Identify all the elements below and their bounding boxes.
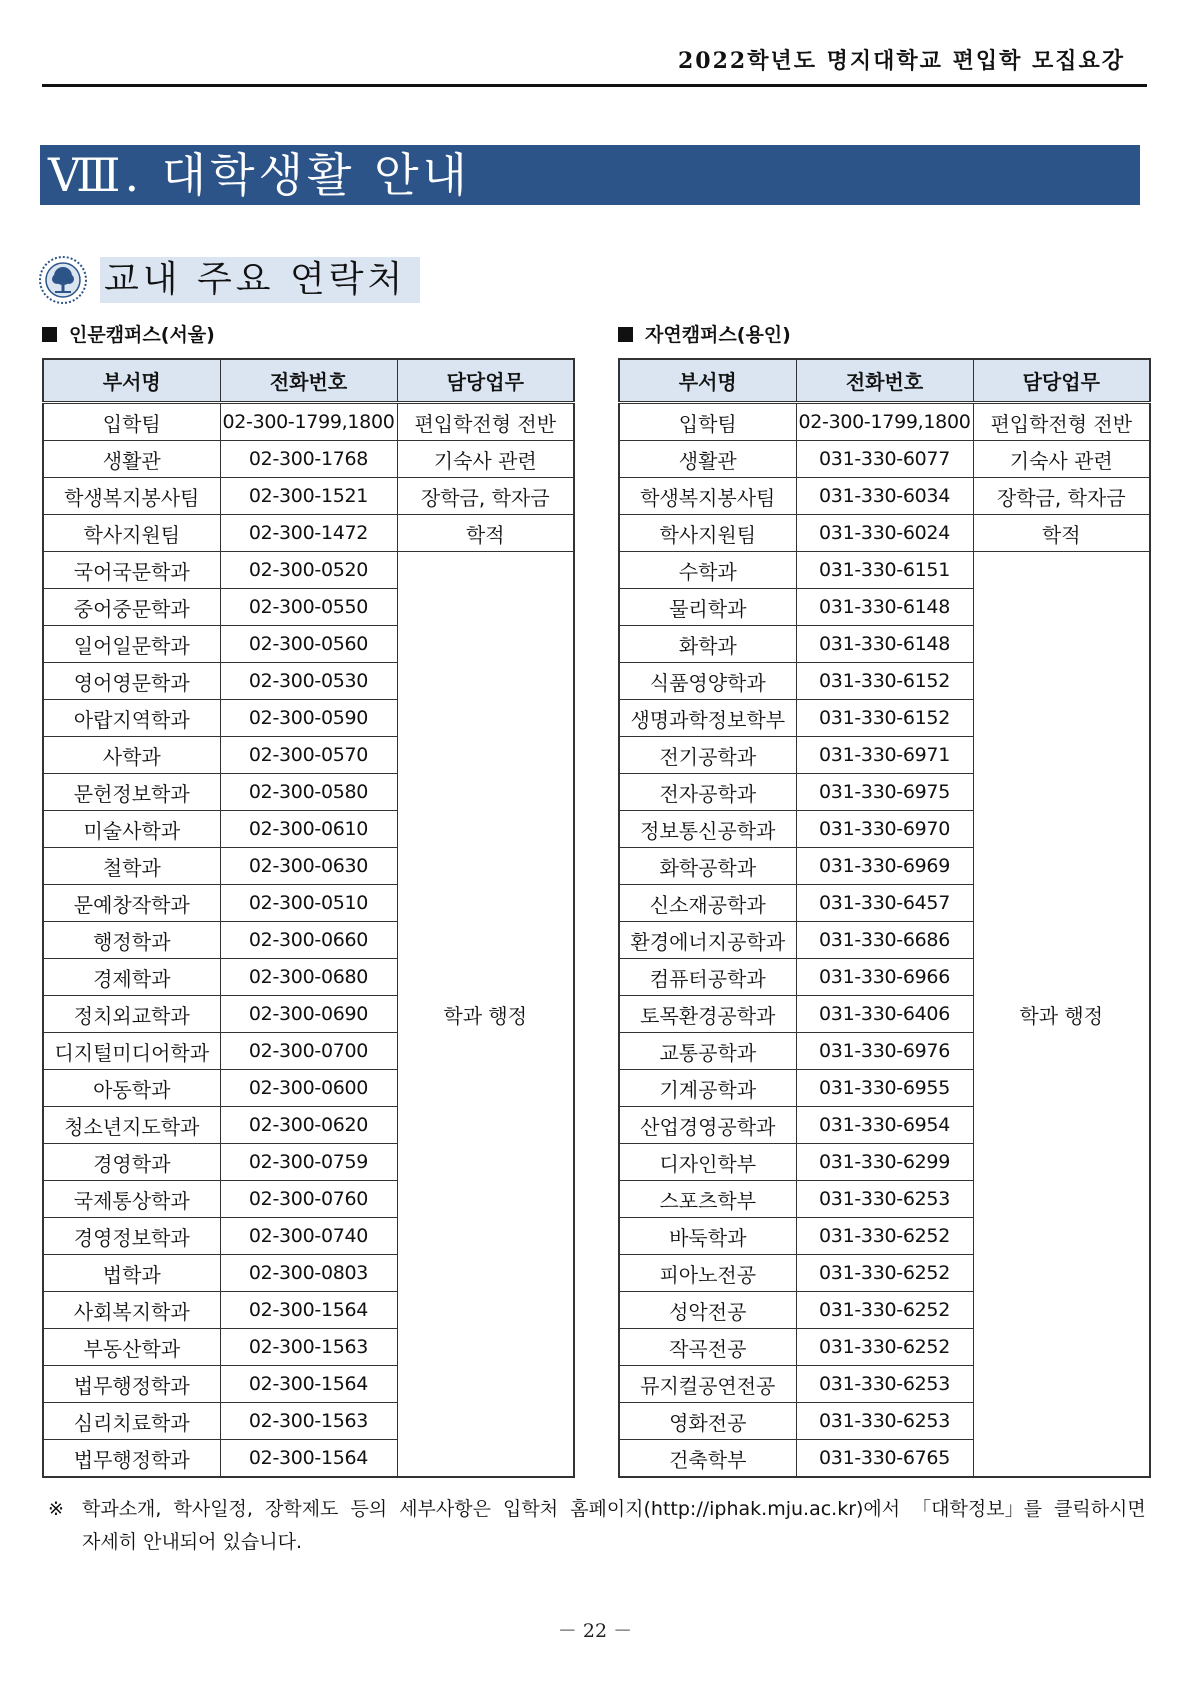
merged-duty-cell: 학과 행정 xyxy=(973,552,1150,1478)
university-emblem-icon xyxy=(38,255,88,305)
department-cell: 사회복지학과 xyxy=(43,1292,220,1329)
section-title: 교내 주요 연락처 xyxy=(100,257,420,303)
department-cell: 화학공학과 xyxy=(619,848,796,885)
yongin-contacts-table xyxy=(618,358,1151,1478)
column-header-duty: 담당업무 xyxy=(973,359,1150,403)
page-number: － 22 － xyxy=(557,1620,633,1642)
department-cell: 법무행정학과 xyxy=(43,1366,220,1403)
department-cell: 생명과학정보학부 xyxy=(619,700,796,737)
phone-cell: 031-330-6406 xyxy=(796,996,973,1033)
department-cell: 법무행정학과 xyxy=(43,1440,220,1478)
column-header-phone: 전화번호 xyxy=(796,359,973,403)
phone-cell: 031-330-6252 xyxy=(796,1292,973,1329)
department-cell: 건축학부 xyxy=(619,1440,796,1478)
phone-cell: 02-300-0580 xyxy=(220,774,397,811)
phone-cell: 02-300-0520 xyxy=(220,552,397,589)
phone-cell: 02-300-0570 xyxy=(220,737,397,774)
phone-cell: 031-330-6299 xyxy=(796,1144,973,1181)
phone-cell: 031-330-6457 xyxy=(796,885,973,922)
phone-cell: 031-330-6152 xyxy=(796,700,973,737)
department-cell: 중어중문학과 xyxy=(43,589,220,626)
department-cell: 디지털미디어학과 xyxy=(43,1033,220,1070)
table-row xyxy=(619,441,1150,478)
phone-cell: 031-330-6024 xyxy=(796,515,973,552)
phone-cell: 031-330-6976 xyxy=(796,1033,973,1070)
duty-cell: 장학금, 학자금 xyxy=(397,478,574,515)
department-cell: 성악전공 xyxy=(619,1292,796,1329)
column-header-phone: 전화번호 xyxy=(220,359,397,403)
department-cell: 스포츠학부 xyxy=(619,1181,796,1218)
duty-cell: 편입학전형 전반 xyxy=(397,403,574,441)
department-cell: 문예창작학과 xyxy=(43,885,220,922)
phone-cell: 02-300-0620 xyxy=(220,1107,397,1144)
department-cell: 문헌정보학과 xyxy=(43,774,220,811)
table-row xyxy=(43,552,574,589)
table-row xyxy=(43,478,574,515)
square-bullet-icon xyxy=(618,327,633,342)
department-cell: 생활관 xyxy=(43,441,220,478)
phone-cell: 031-330-6971 xyxy=(796,737,973,774)
column-header-duty: 담당업무 xyxy=(397,359,574,403)
phone-cell: 02-300-0690 xyxy=(220,996,397,1033)
phone-cell: 02-300-0740 xyxy=(220,1218,397,1255)
department-cell: 학사지원팀 xyxy=(43,515,220,552)
phone-cell: 031-330-6253 xyxy=(796,1366,973,1403)
department-cell: 경제학과 xyxy=(43,959,220,996)
department-cell: 청소년지도학과 xyxy=(43,1107,220,1144)
chapter-title-bar xyxy=(40,145,1140,205)
phone-cell: 031-330-6969 xyxy=(796,848,973,885)
phone-cell: 02-300-0600 xyxy=(220,1070,397,1107)
phone-cell: 031-330-6252 xyxy=(796,1255,973,1292)
duty-cell: 학적 xyxy=(973,515,1150,552)
seoul-campus-name: 인문캠퍼스(서울) xyxy=(69,324,215,346)
phone-cell: 02-300-0760 xyxy=(220,1181,397,1218)
column-header-department: 부서명 xyxy=(619,359,796,403)
department-cell: 피아노전공 xyxy=(619,1255,796,1292)
phone-cell: 031-330-6252 xyxy=(796,1329,973,1366)
footnote-line-1: 학과소개, 학사일정, 장학제도 등의 세부사항은 입학처 홈페이지(http://iphak.mju.ac.kr)에서 「대학정보」를 클릭하시면 xyxy=(82,1498,1146,1520)
phone-cell: 02-300-0530 xyxy=(220,663,397,700)
department-cell: 법학과 xyxy=(43,1255,220,1292)
department-cell: 행정학과 xyxy=(43,922,220,959)
duty-cell: 기숙사 관련 xyxy=(397,441,574,478)
table-row xyxy=(43,403,574,441)
phone-cell: 02-300-1563 xyxy=(220,1329,397,1366)
phone-cell: 02-300-0680 xyxy=(220,959,397,996)
yongin-campus-name: 자연캠퍼스(용인) xyxy=(645,324,791,346)
department-cell: 경영정보학과 xyxy=(43,1218,220,1255)
department-cell: 학생복지봉사팀 xyxy=(43,478,220,515)
department-cell: 심리치료학과 xyxy=(43,1403,220,1440)
department-cell: 식품영양학과 xyxy=(619,663,796,700)
department-cell: 경영학과 xyxy=(43,1144,220,1181)
department-cell: 디자인학부 xyxy=(619,1144,796,1181)
running-header xyxy=(42,40,1147,87)
department-cell: 뮤지컬공연전공 xyxy=(619,1366,796,1403)
table-header-row xyxy=(619,359,1150,403)
table-row xyxy=(43,515,574,552)
department-cell: 교통공학과 xyxy=(619,1033,796,1070)
department-cell: 아동학과 xyxy=(43,1070,220,1107)
phone-cell: 02-300-0510 xyxy=(220,885,397,922)
chapter-title: Ⅷ. 대학생활 안내 xyxy=(48,148,471,202)
duty-cell: 장학금, 학자금 xyxy=(973,478,1150,515)
column-header-department: 부서명 xyxy=(43,359,220,403)
department-cell: 입학팀 xyxy=(619,403,796,441)
phone-cell: 031-330-6148 xyxy=(796,626,973,663)
phone-cell: 031-330-6152 xyxy=(796,663,973,700)
square-bullet-icon xyxy=(42,327,57,342)
phone-cell: 02-300-0590 xyxy=(220,700,397,737)
phone-cell: 02-300-0803 xyxy=(220,1255,397,1292)
department-cell: 영어영문학과 xyxy=(43,663,220,700)
reference-mark: ※ xyxy=(48,1498,64,1520)
department-cell: 영화전공 xyxy=(619,1403,796,1440)
department-cell: 사학과 xyxy=(43,737,220,774)
seoul-campus-label xyxy=(42,320,215,347)
phone-cell: 02-300-1564 xyxy=(220,1292,397,1329)
department-cell: 부동산학과 xyxy=(43,1329,220,1366)
phone-cell: 02-300-1472 xyxy=(220,515,397,552)
table-header-row xyxy=(43,359,574,403)
phone-cell: 02-300-1564 xyxy=(220,1366,397,1403)
table-row xyxy=(619,552,1150,589)
department-cell: 작곡전공 xyxy=(619,1329,796,1366)
phone-cell: 031-330-6253 xyxy=(796,1181,973,1218)
phone-cell: 02-300-0700 xyxy=(220,1033,397,1070)
phone-cell: 031-330-6765 xyxy=(796,1440,973,1478)
department-cell: 정보통신공학과 xyxy=(619,811,796,848)
department-cell: 화학과 xyxy=(619,626,796,663)
yongin-campus-label xyxy=(618,320,791,347)
merged-duty-cell: 학과 행정 xyxy=(397,552,574,1478)
department-cell: 생활관 xyxy=(619,441,796,478)
phone-cell: 031-330-6966 xyxy=(796,959,973,996)
phone-cell: 031-330-6252 xyxy=(796,1218,973,1255)
phone-cell: 02-300-1768 xyxy=(220,441,397,478)
table-row xyxy=(619,478,1150,515)
phone-cell: 031-330-6148 xyxy=(796,589,973,626)
phone-cell: 02-300-1563 xyxy=(220,1403,397,1440)
phone-cell: 02-300-0610 xyxy=(220,811,397,848)
department-cell: 입학팀 xyxy=(43,403,220,441)
phone-cell: 031-330-6034 xyxy=(796,478,973,515)
duty-cell: 기숙사 관련 xyxy=(973,441,1150,478)
table-row xyxy=(43,441,574,478)
department-cell: 토목환경공학과 xyxy=(619,996,796,1033)
department-cell: 전자공학과 xyxy=(619,774,796,811)
phone-cell: 031-330-6975 xyxy=(796,774,973,811)
table-row xyxy=(619,403,1150,441)
phone-cell: 02-300-0630 xyxy=(220,848,397,885)
department-cell: 물리학과 xyxy=(619,589,796,626)
phone-cell: 031-330-6253 xyxy=(796,1403,973,1440)
phone-cell: 031-330-6077 xyxy=(796,441,973,478)
phone-cell: 02-300-1799,1800 xyxy=(796,403,973,441)
table-row xyxy=(619,515,1150,552)
department-cell: 환경에너지공학과 xyxy=(619,922,796,959)
department-cell: 신소재공학과 xyxy=(619,885,796,922)
department-cell: 일어일문학과 xyxy=(43,626,220,663)
duty-cell: 학적 xyxy=(397,515,574,552)
phone-cell: 02-300-0660 xyxy=(220,922,397,959)
department-cell: 전기공학과 xyxy=(619,737,796,774)
department-cell: 학사지원팀 xyxy=(619,515,796,552)
phone-cell: 02-300-0759 xyxy=(220,1144,397,1181)
department-cell: 미술사학과 xyxy=(43,811,220,848)
department-cell: 철학과 xyxy=(43,848,220,885)
department-cell: 바둑학과 xyxy=(619,1218,796,1255)
department-cell: 학생복지봉사팀 xyxy=(619,478,796,515)
department-cell: 아랍지역학과 xyxy=(43,700,220,737)
footnote-line-2: 자세히 안내되어 있습니다. xyxy=(82,1531,303,1553)
footnote xyxy=(48,1493,1148,1559)
department-cell: 기계공학과 xyxy=(619,1070,796,1107)
phone-cell: 031-330-6686 xyxy=(796,922,973,959)
phone-cell: 031-330-6954 xyxy=(796,1107,973,1144)
phone-cell: 02-300-0560 xyxy=(220,626,397,663)
phone-cell: 031-330-6955 xyxy=(796,1070,973,1107)
phone-cell: 031-330-6970 xyxy=(796,811,973,848)
department-cell: 정치외교학과 xyxy=(43,996,220,1033)
department-cell: 산업경영공학과 xyxy=(619,1107,796,1144)
phone-cell: 031-330-6151 xyxy=(796,552,973,589)
document-title: 2022학년도 명지대학교 편입학 모집요강 xyxy=(678,48,1125,74)
phone-cell: 02-300-1521 xyxy=(220,478,397,515)
department-cell: 수학과 xyxy=(619,552,796,589)
phone-cell: 02-300-1799,1800 xyxy=(220,403,397,441)
phone-cell: 02-300-1564 xyxy=(220,1440,397,1478)
duty-cell: 편입학전형 전반 xyxy=(973,403,1150,441)
seoul-contacts-table xyxy=(42,358,575,1478)
department-cell: 컴퓨터공학과 xyxy=(619,959,796,996)
phone-cell: 02-300-0550 xyxy=(220,589,397,626)
department-cell: 국제통상학과 xyxy=(43,1181,220,1218)
department-cell: 국어국문학과 xyxy=(43,552,220,589)
